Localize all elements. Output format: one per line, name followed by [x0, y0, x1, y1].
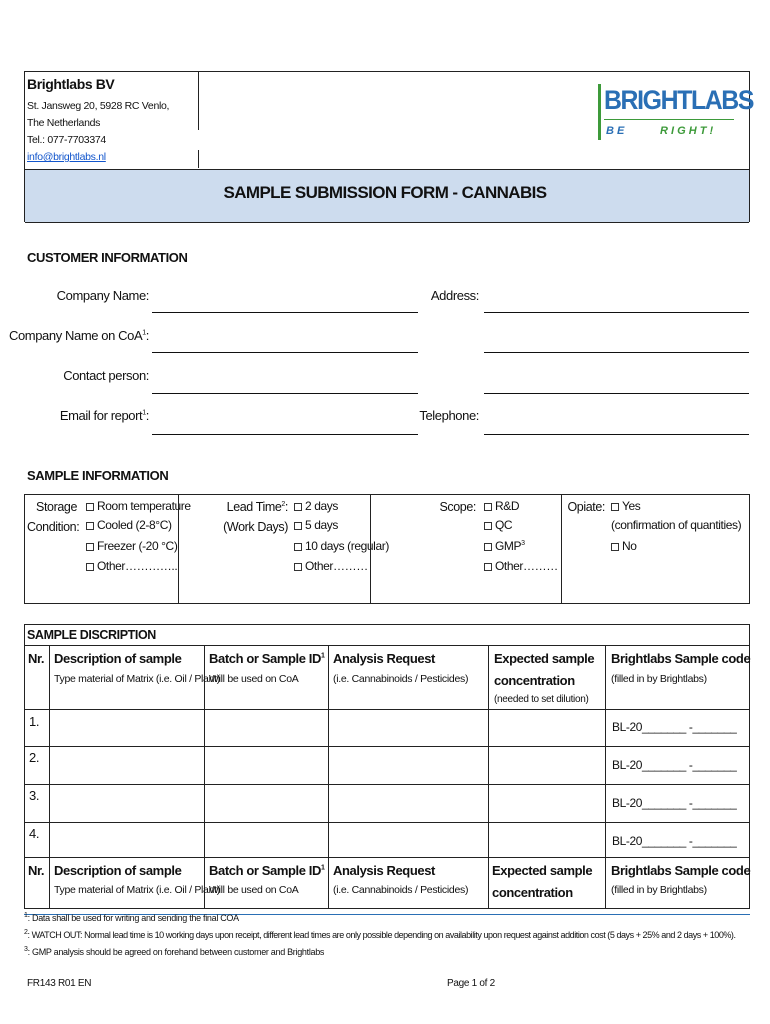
opiate-option-no[interactable]: No — [611, 539, 637, 553]
col-footer-expected-line1: Expected sample — [492, 863, 593, 878]
company-name: Brightlabs BV — [27, 76, 115, 92]
storage-option-cooled[interactable]: Cooled (2-8°C) — [86, 518, 172, 532]
footnote-2: $^2$: WATCH OUT: Normal lead time is 10 working days upon receipt, different lead times are only possible depending on availability upon request against addition cost (5 days + 25% and 2 days + 100%). — [24, 929, 736, 940]
address-field-line2[interactable] — [484, 352, 749, 353]
telephone-field[interactable] — [484, 434, 749, 435]
row-sample-code: BL-20_______ -_______ — [612, 834, 737, 848]
row-4-analysis-cell[interactable] — [329, 823, 488, 857]
row-nr: 1. — [29, 714, 40, 729]
address-label: Address: — [430, 288, 479, 303]
checkbox-icon — [484, 503, 492, 511]
scope-option-gmp[interactable]: GMP$^3$ — [484, 539, 525, 553]
col-footer-nr: Nr. — [28, 863, 45, 878]
scope-option-qc[interactable]: QC — [484, 518, 512, 532]
row-1-description-cell[interactable] — [50, 710, 204, 746]
col-header-analysis: Analysis Request — [333, 651, 435, 666]
footnote-3: $^3$: GMP analysis should be agreed on forehand between customer and Brightlabs — [24, 946, 325, 957]
row-sample-code: BL-20_______ -_______ — [612, 758, 737, 772]
row-nr: 4. — [29, 826, 40, 841]
row-3-analysis-cell[interactable] — [329, 785, 488, 822]
row-4-description-cell[interactable] — [50, 823, 204, 857]
form-title: SAMPLE SUBMISSION FORM - CANNABIS — [223, 183, 547, 202]
checkbox-icon — [484, 563, 492, 571]
opiate-confirmation-note: (confirmation of quantities) — [611, 518, 742, 532]
checkbox-icon — [86, 522, 94, 530]
storage-label-line1: Storage — [36, 500, 77, 514]
scope-label: Scope: — [439, 500, 476, 514]
address-field-line3[interactable] — [484, 393, 749, 394]
storage-option-other[interactable]: Other………….. — [86, 559, 177, 573]
customer-info-heading: CUSTOMER INFORMATION — [27, 250, 188, 265]
lead-option-5days[interactable]: 5 days — [294, 518, 338, 532]
work-days-label: (Work Days) — [223, 520, 288, 534]
col-subheader-analysis: (i.e. Cannabinoids / Pesticides) — [333, 673, 469, 685]
logo-tagline-right: R I G H T ! — [660, 125, 714, 137]
checkbox-icon — [484, 522, 492, 530]
checkbox-icon — [611, 503, 619, 511]
col-footer-batch: Batch or Sample $ID^1$ — [209, 863, 325, 878]
col-header-code: Brightlabs Sample code — [611, 651, 751, 666]
col-footer-sub-code: (filled in by Brightlabs) — [611, 884, 707, 896]
opiate-option-yes[interactable]: Yes — [611, 499, 640, 513]
row-3-batch-cell[interactable] — [205, 785, 328, 822]
lead-time-label: Lead Time$^2$: — [226, 500, 288, 514]
sample-info-heading: SAMPLE INFORMATION — [27, 468, 169, 483]
row-sample-code: BL-20_______ -_______ — [612, 720, 737, 734]
logo-bar — [598, 84, 601, 140]
storage-option-freezer[interactable]: Freezer (-20 °C) — [86, 539, 177, 553]
row-nr: 3. — [29, 788, 40, 803]
col-footer-code: Brightlabs Sample code — [611, 863, 751, 878]
document-code: FR143 R01 EN — [27, 978, 92, 989]
checkbox-icon — [294, 522, 302, 530]
brightlabs-logo — [596, 82, 754, 144]
company-name-coa-label: Company Name on CoA$^1$: — [8, 328, 149, 343]
checkbox-icon — [294, 563, 302, 571]
address-field-line1[interactable] — [484, 312, 749, 313]
row-3-description-cell[interactable] — [50, 785, 204, 822]
company-address-line2: The Netherlands — [27, 117, 101, 129]
sample-description-heading: SAMPLE DISCRIPTION — [27, 628, 156, 642]
row-1-concentration-cell[interactable] — [489, 710, 605, 746]
logo-bright-text: BRIGHT — [604, 85, 691, 115]
opiate-label: Opiate: — [567, 500, 605, 514]
email-report-label: Email for report$^1$: — [59, 408, 149, 423]
col-header-expected-line2: concentration — [494, 673, 575, 688]
scope-option-other[interactable]: Other……… — [484, 559, 558, 573]
checkbox-icon — [611, 543, 619, 551]
checkbox-icon — [86, 563, 94, 571]
col-header-expected-line1: Expected sample — [494, 651, 595, 666]
logo-tagline-be: B E — [606, 125, 625, 137]
company-name-label: Company Name: — [56, 288, 149, 303]
company-email-link[interactable]: info@brightlabs.nl — [27, 151, 106, 163]
row-4-batch-cell[interactable] — [205, 823, 328, 857]
col-header-description: Description of sample — [54, 651, 182, 666]
telephone-label: Telephone: — [419, 408, 479, 423]
checkbox-icon — [86, 503, 94, 511]
col-header-nr: Nr. — [28, 651, 45, 666]
company-name-coa-field[interactable] — [152, 352, 418, 353]
row-2-batch-cell[interactable] — [205, 747, 328, 784]
col-header-batch: Batch or Sample $ID^1$ — [209, 651, 325, 666]
checkbox-icon — [294, 503, 302, 511]
col-footer-expected-line2: concentration — [492, 885, 573, 900]
col-subheader-code: (filled in by Brightlabs) — [611, 673, 707, 685]
checkbox-icon — [86, 543, 94, 551]
page-number: Page 1 of 2 — [447, 978, 495, 989]
row-1-analysis-cell[interactable] — [329, 710, 488, 746]
row-1-batch-cell[interactable] — [205, 710, 328, 746]
col-footer-analysis: Analysis Request — [333, 863, 435, 878]
lead-option-10days[interactable]: 10 days (regular) — [294, 539, 389, 553]
row-2-description-cell[interactable] — [50, 747, 204, 784]
lead-option-2days[interactable]: 2 days — [294, 499, 338, 513]
col-subheader-description: Type material of Matrix (i.e. Oil / Plant) — [54, 673, 220, 685]
row-nr: 2. — [29, 750, 40, 765]
col-subheader-expected: (needed to set dilution) — [494, 694, 589, 705]
col-footer-sub-batch: Will be used on CoA — [209, 884, 299, 896]
company-name-field[interactable] — [152, 312, 418, 313]
company-telephone: Tel.: 077-7703374 — [27, 134, 106, 146]
company-address-line1: St. Jansweg 20, 5928 RC Venlo, — [27, 100, 170, 112]
checkbox-icon — [484, 543, 492, 551]
storage-label-line2: Condition: — [27, 520, 80, 534]
lead-option-other[interactable]: Other……… — [294, 559, 368, 573]
scope-option-rnd[interactable]: R&D — [484, 499, 519, 513]
row-3-concentration-cell[interactable] — [489, 785, 605, 822]
contact-person-label: Contact person: — [63, 368, 149, 383]
row-4-concentration-cell[interactable] — [489, 823, 605, 857]
row-2-analysis-cell[interactable] — [329, 747, 488, 784]
storage-option-room[interactable]: Room temperature — [86, 499, 191, 513]
footnote-1: $^1$: Data shall be used for writing and sending the final COA — [24, 912, 239, 923]
col-footer-sub-description: Type material of Matrix (i.e. Oil / Plant) — [54, 884, 220, 896]
checkbox-icon — [294, 543, 302, 551]
row-2-concentration-cell[interactable] — [489, 747, 605, 784]
col-footer-description: Description of sample — [54, 863, 182, 878]
col-subheader-batch: Will be used on CoA — [209, 673, 299, 685]
col-footer-sub-analysis: (i.e. Cannabinoids / Pesticides) — [333, 884, 469, 896]
email-report-field[interactable] — [152, 434, 418, 435]
contact-person-field[interactable] — [152, 393, 418, 394]
row-sample-code: BL-20_______ -_______ — [612, 796, 737, 810]
logo-labs-text: LABS — [690, 85, 754, 115]
